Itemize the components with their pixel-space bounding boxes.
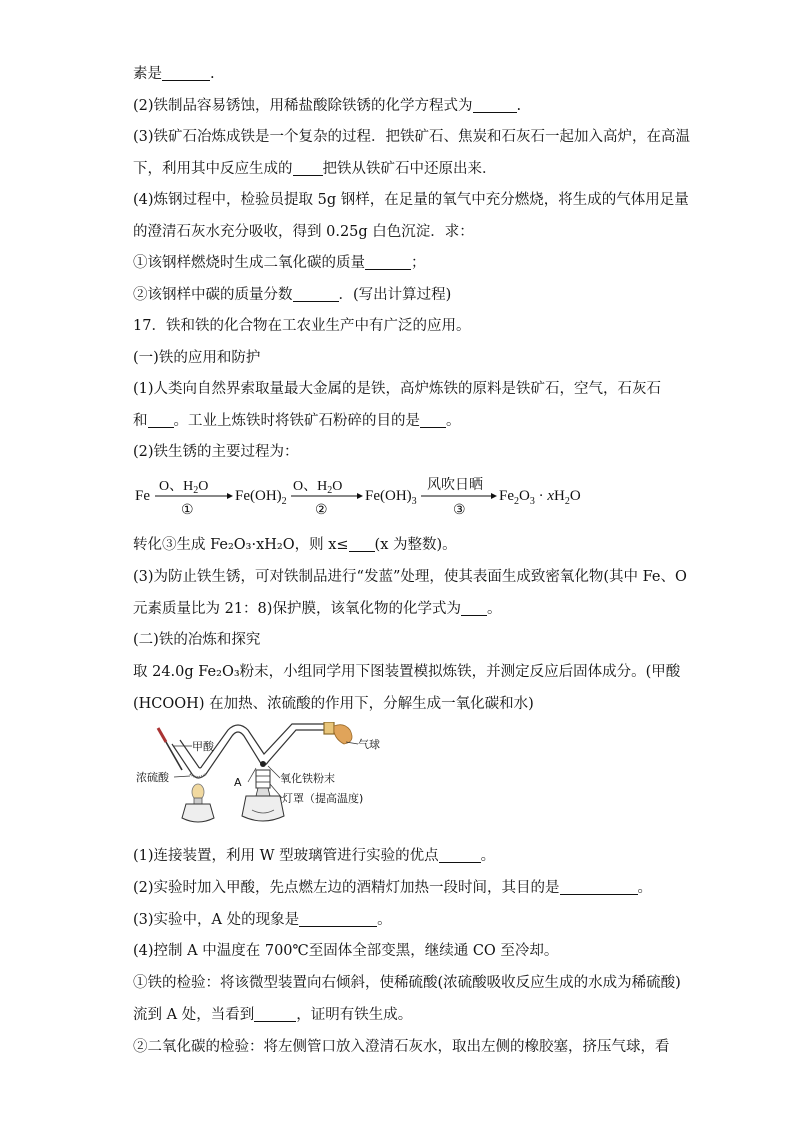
answer-blank[interactable]	[254, 1006, 296, 1022]
line-text: (x 为整数)。	[374, 537, 457, 553]
line-text: 流到 A 处，当看到	[133, 1007, 255, 1023]
line-text: 和	[133, 412, 148, 429]
rust-reaction-scheme	[135, 472, 615, 522]
text-line	[133, 973, 773, 993]
text-line	[133, 442, 773, 462]
text-line	[133, 910, 773, 930]
answer-blank[interactable]	[560, 879, 638, 895]
line-text: (HCOOH) 在加热、浓硫酸的作用下，分解生成一氧化碳和水)	[133, 696, 534, 712]
apparatus-diagram	[136, 722, 396, 840]
text-line	[133, 599, 773, 619]
label-balloon: 气球	[358, 738, 380, 751]
text-line	[133, 411, 773, 431]
text-line	[133, 190, 773, 210]
text-line	[133, 285, 773, 305]
arrow1-conditions: O、$H_2O$	[159, 479, 209, 496]
answer-blank[interactable]	[461, 600, 487, 616]
line-text: 。工业上炼铁时将铁矿石粉碎的目的是	[173, 412, 420, 429]
line-text: 。	[637, 879, 653, 896]
arrow3-conditions: 风吹日晒	[427, 478, 483, 493]
answer-blank[interactable]	[148, 412, 174, 428]
answer-blank[interactable]	[439, 847, 481, 863]
line-text: .	[516, 97, 522, 114]
line-text: 。	[486, 600, 502, 617]
line-text: (2)实验时加入甲酸，先点燃左边的酒精灯加热一段时间，其目的是	[133, 879, 560, 896]
answer-blank[interactable]	[293, 160, 323, 176]
scheme-product: $Fe_2O_3 \cdot xH_2O$	[499, 488, 581, 507]
line-text: 元素质量比为 21：8)保护膜，该氧化物的化学式为	[133, 600, 461, 617]
line-text: 转化③生成 Fe₂O₃·xH₂O，则 x≤	[133, 537, 349, 553]
line-text: (一)铁的应用和防护	[133, 349, 261, 366]
line-text: (2)铁制品容易锈蚀，用稀盐酸除铁锈的化学方程式为	[133, 97, 473, 114]
arrow3-number: ③	[453, 503, 466, 518]
line-text: ，证明有铁生成。	[296, 1007, 413, 1023]
arrow1-number: ①	[181, 503, 194, 518]
scheme-fe-oh3: $Fe(OH)_3$	[365, 488, 417, 507]
text-line	[133, 630, 773, 650]
label-lamp-cover: 灯罩（提高温度)	[282, 792, 364, 805]
text-line	[133, 64, 773, 84]
text-line	[133, 379, 773, 399]
line-text: 下，利用其中反应生成的	[133, 160, 293, 177]
text-line	[133, 662, 773, 682]
line-text: 素是	[133, 66, 162, 82]
label-iron-oxide-powder: 氧化铁粉末	[280, 772, 335, 785]
text-line	[133, 694, 773, 714]
line-text: (3)实验中，A 处的现象是	[133, 911, 300, 928]
line-text: (4)炼钢过程中，检验员提取 5g 钢样，在足量的氧气中充分燃烧，将生成的气体用足量	[133, 192, 689, 208]
text-line	[133, 222, 773, 242]
answer-blank[interactable]	[420, 412, 446, 428]
arrow2-conditions: O、$H_2O$	[293, 479, 343, 496]
line-text: (1)连接装置，利用 W 型玻璃管进行实验的优点	[133, 848, 439, 864]
line-text: 17．铁和铁的化合物在工农业生产中有广泛的应用。	[133, 318, 471, 334]
text-line	[133, 96, 773, 116]
line-text: 。	[377, 911, 392, 928]
answer-blank[interactable]	[299, 911, 377, 927]
label-formic-acid: 甲酸	[192, 740, 214, 753]
line-text: (2)铁生锈的主要过程为：	[133, 444, 299, 460]
line-text: 。	[446, 412, 461, 429]
line-text: .	[210, 66, 215, 82]
line-text: ．(写出计算过程)	[338, 286, 452, 303]
line-text: ①铁的检验：将该微型装置向右倾斜，使稀硫酸(浓硫酸吸收反应生成的水成为稀硫酸)	[133, 975, 681, 992]
text-line	[133, 316, 773, 336]
scheme-fe-oh2: $Fe(OH)_2$	[235, 488, 287, 507]
text-line	[133, 846, 773, 866]
text-line	[133, 567, 773, 587]
line-text: 。	[480, 848, 496, 864]
line-text: (3)铁矿石冶炼成铁是一个复杂的过程．把铁矿石、焦炭和石灰石一起加入高炉，在高温	[133, 129, 691, 145]
line-text: 把铁从铁矿石中还原出来．	[322, 160, 497, 177]
text-line	[133, 159, 773, 179]
text-line	[133, 1005, 773, 1025]
line-text: (3)为防止铁生锈，可对铁制品进行“发蓝”处理，使其表面生成致密氧化物(其中 Fe、O	[133, 568, 687, 585]
line-text: 的澄清石灰水充分吸收，得到 0.25g 白色沉淀．求：	[133, 223, 474, 240]
line-text: ；	[411, 255, 426, 271]
line-text: ①该钢样燃烧时生成二氧化碳的质量	[133, 255, 365, 271]
text-line	[133, 348, 773, 368]
answer-blank[interactable]	[473, 97, 517, 113]
text-line	[133, 1037, 773, 1057]
text-line	[133, 878, 773, 898]
answer-blank[interactable]	[293, 286, 339, 302]
answer-blank[interactable]	[349, 536, 375, 552]
text-line	[133, 535, 773, 555]
arrow2-number: ②	[315, 503, 328, 518]
line-text: 取 24.0g Fe₂O₃粉末，小组同学用下图装置模拟炼铁，并测定反应后固体成分。(甲酸	[133, 664, 681, 681]
scheme-fe: Fe	[135, 488, 150, 504]
line-text: ②该钢样中碳的质量分数	[133, 286, 293, 303]
text-line	[133, 127, 773, 147]
label-point-a: A	[234, 776, 242, 789]
line-text: (4)控制 A 中温度在 700℃至固体全部变黑，继续通 CO 至冷却。	[133, 943, 559, 960]
text-line	[133, 253, 773, 273]
label-conc-sulfuric-acid: 浓硫酸	[136, 771, 169, 784]
line-text: (二)铁的冶炼和探究	[133, 632, 261, 649]
answer-blank[interactable]	[162, 65, 210, 81]
line-text: (1)人类向自然界索取量最大金属的是铁，高炉炼铁的原料是铁矿石，空气，石灰石	[133, 381, 662, 397]
line-text: ②二氧化碳的检验：将左侧管口放入澄清石灰水，取出左侧的橡胶塞，挤压气球，看	[133, 1038, 670, 1055]
answer-blank[interactable]	[365, 254, 411, 270]
text-line	[133, 941, 773, 961]
